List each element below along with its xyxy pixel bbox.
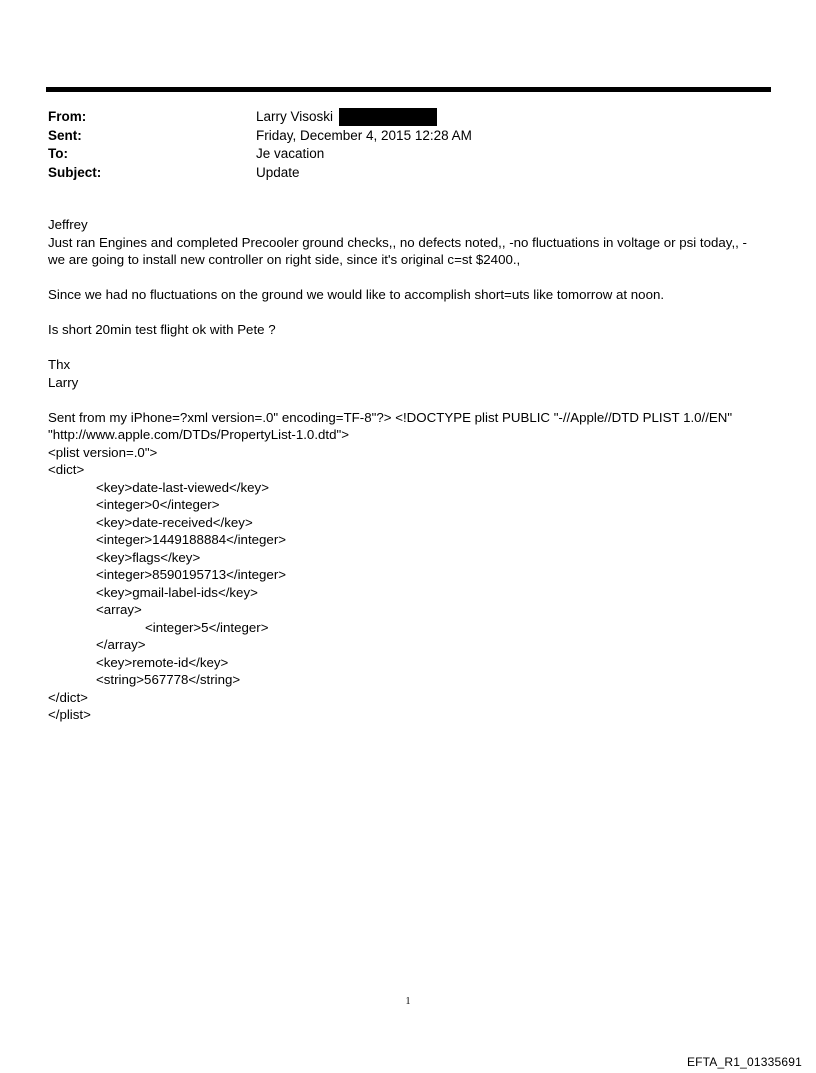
xml-line: <key>remote-id</key> xyxy=(96,654,229,670)
subject-value: Update xyxy=(256,164,300,180)
xml-line: <integer>8590195713</integer> xyxy=(96,567,287,582)
to-value: Je vacation xyxy=(256,146,325,161)
xml-line: <array> xyxy=(96,602,142,617)
xml-line: <plist version=.0"> xyxy=(48,444,158,460)
paragraph-1-line-2: we are going to install new controller on right side, since it's original c=st $2400., xyxy=(48,252,521,267)
xml-line: <key>date-last-viewed</key> xyxy=(96,479,269,495)
xml-line: </array> xyxy=(96,637,146,652)
signature: Larry xyxy=(48,374,79,390)
redaction-block xyxy=(339,108,437,126)
greeting: Jeffrey xyxy=(48,217,88,232)
sent-from-line-2: "http://www.apple.com/DTDs/PropertyList-1.0.dtd"> xyxy=(48,427,349,442)
from-name: Larry Visoski xyxy=(256,109,334,124)
xml-line: <dict> xyxy=(48,462,85,477)
from-row xyxy=(48,108,748,127)
xml-line: <string>567778</string> xyxy=(96,672,241,687)
xml-line: <key>date-received</key> xyxy=(96,514,253,530)
header-divider xyxy=(46,87,771,92)
from-value xyxy=(256,108,437,126)
xml-line: <key>gmail-label-ids</key> xyxy=(96,584,258,600)
paragraph-2: Since we had no fluctuations on the ground we would like to accomplish short=uts like tomorrow at noon. xyxy=(48,287,665,302)
sent-row xyxy=(48,127,748,146)
closing: Thx xyxy=(48,357,71,372)
paragraph-1-line-1: Just ran Engines and completed Precooler ground checks,, no defects noted,, -no fluctuations in voltage or psi today,, - xyxy=(48,234,747,250)
xml-line: </dict> xyxy=(48,689,88,705)
xml-line: <key>flags</key> xyxy=(96,549,201,565)
email-body xyxy=(48,216,783,724)
xml-line: <integer>1449188884</integer> xyxy=(96,532,287,547)
document-id: EFTA_R1_01335691 xyxy=(686,1055,802,1069)
sent-label: Sent: xyxy=(48,127,82,143)
page-number: 1 xyxy=(405,996,411,1007)
xml-line: </plist> xyxy=(48,707,91,722)
from-label: From: xyxy=(48,109,87,124)
to-row xyxy=(48,145,748,164)
sent-value: Friday, December 4, 2015 12:28 AM xyxy=(256,127,472,143)
to-label: To: xyxy=(48,146,68,161)
sent-from-line-1: Sent from my iPhone=?xml version=.0" encoding=TF-8"?> <!DOCTYPE plist PUBLIC "-//Apple//DTD PLIST 1.0//EN" xyxy=(48,409,733,425)
subject-row xyxy=(48,164,748,183)
email-header xyxy=(48,108,748,182)
subject-label: Subject: xyxy=(48,164,102,180)
xml-line: <integer>5</integer> xyxy=(145,619,269,635)
paragraph-3: Is short 20min test flight ok with Pete ? xyxy=(48,322,276,337)
xml-line: <integer>0</integer> xyxy=(96,497,220,512)
